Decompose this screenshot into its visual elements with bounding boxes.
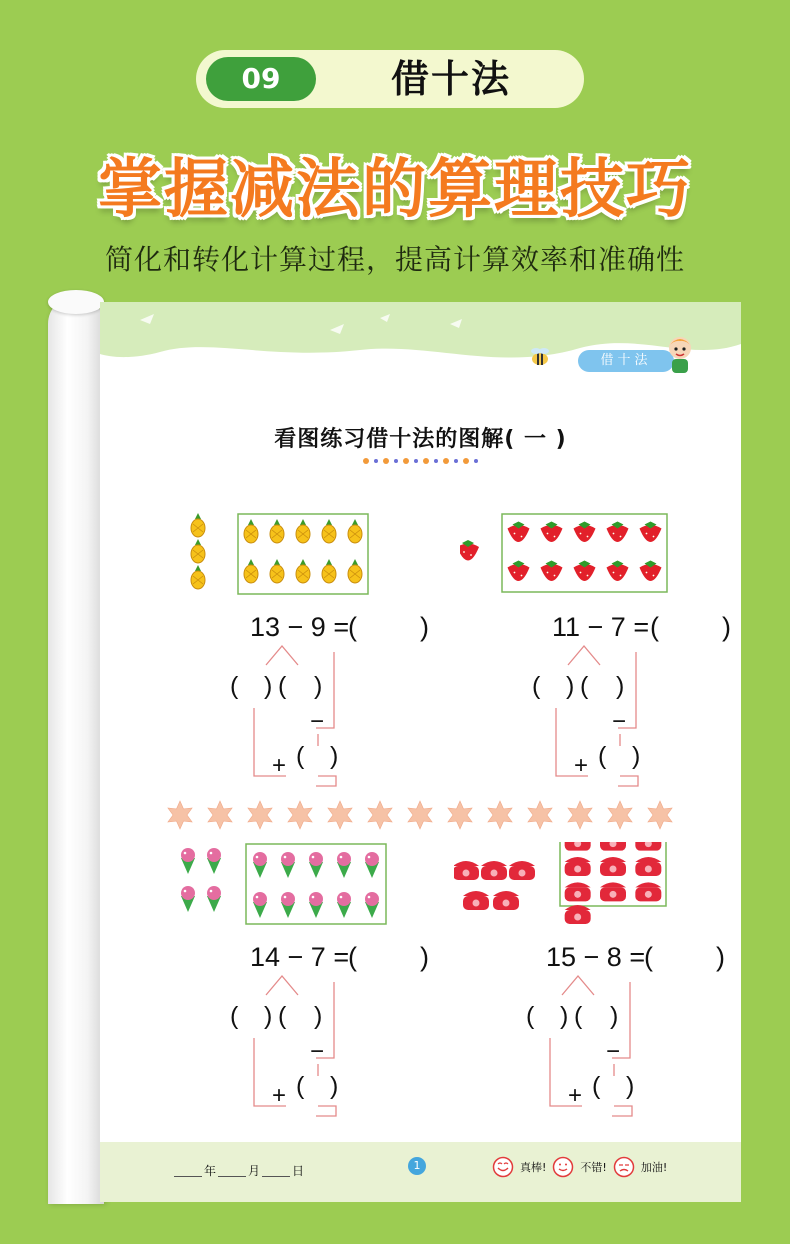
eval-good: 不错! <box>580 1161 607 1174</box>
star-icon <box>168 801 192 829</box>
day-label: 日 <box>292 1164 305 1178</box>
star-icon <box>208 801 232 829</box>
blank-paren-close-left: ) <box>264 1002 273 1030</box>
minus-sign: − <box>310 1038 325 1065</box>
star-icon <box>648 801 672 829</box>
blank-paren-open-left[interactable]: ( <box>230 672 239 700</box>
section-header-pill <box>196 50 584 108</box>
answer-paren-open[interactable]: ( <box>348 942 357 972</box>
star-icon <box>608 801 632 829</box>
eval-keep-going: 加油! <box>640 1161 668 1174</box>
blank-paren-open-left[interactable]: ( <box>526 1002 535 1030</box>
blank-paren-open-right[interactable]: ( <box>580 672 589 700</box>
title-ornament <box>358 454 483 468</box>
paper-scroll-top <box>48 290 104 314</box>
subheadline: 简化和转化计算过程，提高计算效率和准确性 <box>104 243 685 276</box>
blank-paren-close-right: ) <box>314 1002 323 1030</box>
star-icon <box>528 801 552 829</box>
star-icon <box>368 801 392 829</box>
answer-paren-open[interactable]: ( <box>348 612 357 642</box>
blank-paren-close-sum: ) <box>330 742 339 770</box>
minus-sign: − <box>310 708 325 735</box>
star-icon <box>328 801 352 829</box>
eval-great: 真棒! <box>520 1161 547 1174</box>
plus-sign: + <box>272 752 287 779</box>
blank-paren-open-right[interactable]: ( <box>278 1002 287 1030</box>
star-icon <box>568 801 592 829</box>
section-number-badge: 09 <box>206 57 316 101</box>
headline: 掌握减法的算理技巧 <box>98 153 692 227</box>
self-evaluation <box>492 1156 667 1178</box>
year-label: 年 <box>204 1164 217 1178</box>
paper-scroll-roll <box>48 296 104 1204</box>
blank-paren-close-right: ) <box>610 1002 619 1030</box>
worksheet-footer <box>100 1142 741 1202</box>
blank-paren-close-left: ) <box>560 1002 569 1030</box>
star-icon <box>448 801 472 829</box>
answer-paren-close: ) <box>420 612 429 642</box>
smiley-face-icon[interactable] <box>613 1156 635 1178</box>
star-icon <box>488 801 512 829</box>
cartoon-child-icon <box>660 332 700 376</box>
equation-expression: 15 − 8 = <box>546 942 646 972</box>
chapter-tab: 借十法 <box>578 350 674 372</box>
blank-paren-close-right: ) <box>616 672 625 700</box>
equation-expression: 14 − 7 = <box>250 942 350 972</box>
blank-paren-open-sum[interactable]: ( <box>296 742 305 770</box>
blank-paren-close-sum: ) <box>626 1072 635 1100</box>
smiley-face-icon[interactable] <box>492 1156 514 1178</box>
star-icon <box>248 801 272 829</box>
day-blank[interactable] <box>262 1176 290 1177</box>
problem-4 <box>454 842 734 1142</box>
blank-paren-close-right: ) <box>314 672 323 700</box>
year-blank[interactable] <box>174 1176 202 1177</box>
blank-paren-open-right[interactable]: ( <box>278 672 287 700</box>
month-label: 月 <box>248 1164 261 1178</box>
answer-paren-open[interactable]: ( <box>644 942 653 972</box>
blank-paren-close-left: ) <box>264 672 273 700</box>
blank-paren-open-left[interactable]: ( <box>230 1002 239 1030</box>
blank-paren-open-left[interactable]: ( <box>532 672 541 700</box>
month-blank[interactable] <box>218 1176 246 1177</box>
star-icon <box>408 801 432 829</box>
equation-expression: 13 − 9 = <box>250 612 350 642</box>
blank-paren-close-sum: ) <box>330 1072 339 1100</box>
star-divider <box>166 798 686 832</box>
star-icon <box>288 801 312 829</box>
blank-paren-open-sum[interactable]: ( <box>598 742 607 770</box>
smiley-face-icon[interactable] <box>552 1156 574 1178</box>
problem-2 <box>460 512 740 812</box>
problem-3 <box>158 842 438 1142</box>
equation-expression: 11 − 7 = <box>552 612 650 642</box>
blank-paren-close-left: ) <box>566 672 575 700</box>
answer-paren-close: ) <box>420 942 429 972</box>
answer-paren-open[interactable]: ( <box>650 612 659 642</box>
worksheet-title: 看图练习借十法的图解( 一 ) <box>274 427 567 452</box>
blank-paren-close-sum: ) <box>632 742 641 770</box>
minus-sign: − <box>612 708 627 735</box>
blank-paren-open-right[interactable]: ( <box>574 1002 583 1030</box>
minus-sign: − <box>606 1038 621 1065</box>
date-fields <box>172 1162 304 1179</box>
plus-sign: + <box>568 1082 583 1109</box>
section-title: 借十法 <box>390 57 511 101</box>
blank-paren-open-sum[interactable]: ( <box>296 1072 305 1100</box>
plus-sign: + <box>574 752 589 779</box>
problem-1 <box>158 512 438 812</box>
plus-sign: + <box>272 1082 287 1109</box>
page-number: 1 <box>408 1157 426 1175</box>
blank-paren-open-sum[interactable]: ( <box>592 1072 601 1100</box>
answer-paren-close: ) <box>722 612 731 642</box>
answer-paren-close: ) <box>716 942 725 972</box>
bee-icon <box>528 346 552 368</box>
worksheet-page <box>100 302 741 1202</box>
